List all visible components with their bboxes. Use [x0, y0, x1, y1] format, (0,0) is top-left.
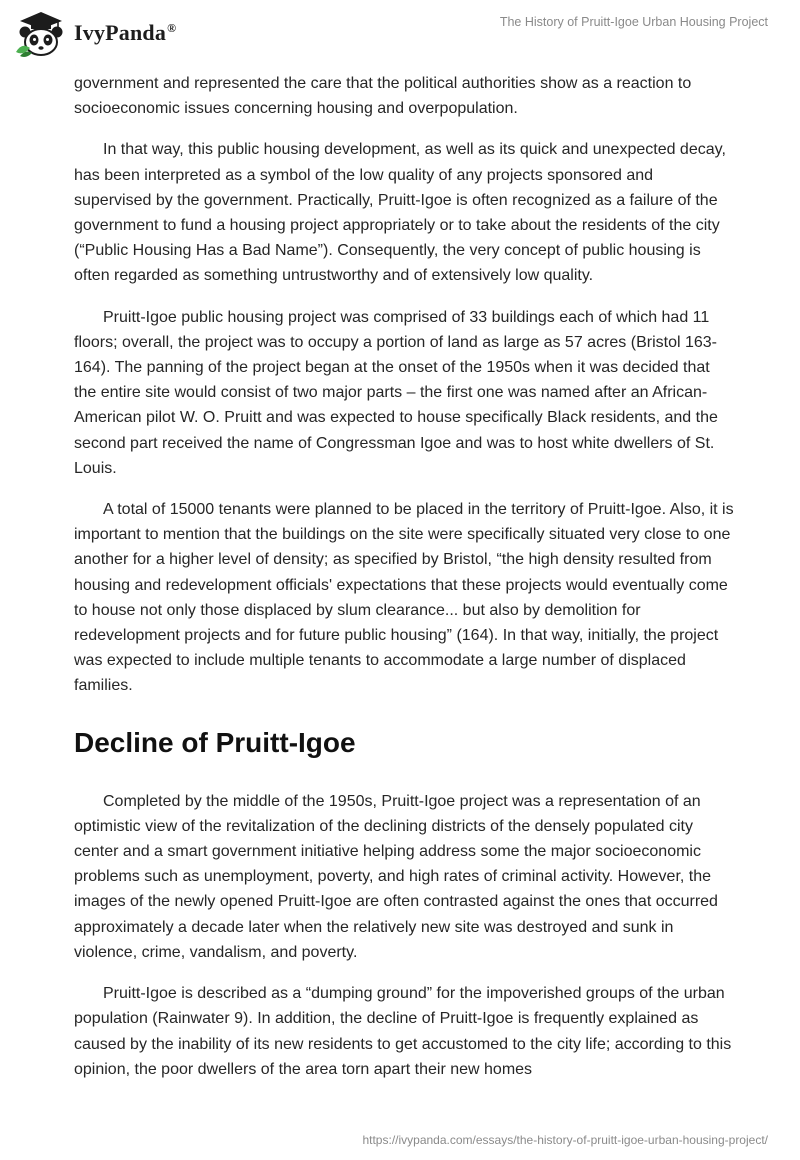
paragraph: Completed by the middle of the 1950s, Pruitt-Igoe project was a representation of an optimistic view of the revitalization of the declining districts of the densely populated city center and a smart government initiative helping address some the major socioeconomic problems such as unemployment, poverty, and high rates of criminal activity. However, the images of the newly opened Pruitt-Igoe are often contrasted against the ones that occurred approximately a decade later when the relatively new site was destroyed and sunk in violence, crime, vandalism, and poverty. — [74, 792, 718, 961]
document-title: The History of Pruitt-Igoe Urban Housing Project — [499, 15, 768, 29]
article-body — [74, 71, 734, 1098]
paragraph: In that way, this public housing development, as well as its quick and unexpected decay, has been interpreted as a symbol of the low quality of any projects sponsored and supervised by the government. Practically, Pruitt-Igoe is often recognized as a failure of the government to fund a housing project appropriately or to take about the residents of the city (“Public Housing Has a Bad Name”). Consequently, the very concept of public housing is often regarded as something untrustworthy and of extensively low quality. — [74, 141, 726, 285]
ivypanda-logo[interactable] — [14, 8, 199, 58]
panda-graduate-icon — [14, 8, 68, 58]
paragraph: A total of 15000 tenants were planned to be placed in the territory of Pruitt-Igoe. Also, it is important to mention that the buildings on the site were specifically situated very close to one another for a higher level of density; as specified by Bristol, “the high density resulted from housing and redevelopment officials' expectations that these projects would eventually come to house not only those displaced by slum clearance... but also by demolition for redevelopment projects and for future public housing” (164). In that way, initially, the project was expected to include multiple tenants to accommodate a large number of displaced families. — [74, 501, 734, 695]
page-header — [0, 0, 800, 70]
brand-name: IvyPanda® — [74, 20, 177, 45]
paragraph: Pruitt-Igoe is described as a “dumping ground” for the impoverished groups of the urban population (Rainwater 9). In addition, the decline of Pruitt-Igoe is frequently explained as caused by the inability of its new residents to get accustomed to the city life; according to this opinion, the poor dwellers of the area torn apart their new homes — [74, 985, 732, 1078]
paragraph: Pruitt-Igoe public housing project was comprised of 33 buildings each of which had 11 floors; overall, the project was to occupy a portion of land as large as 57 acres (Bristol 163-164). The panning of the project began at the onset of the 1950s when it was decided that the entire site would consist of two major parts – the first one was named after an African-American pilot W. O. Pruitt and was expected to house specifically Black residents, and the second part received the name of Congressman Igoe and was to host white dwellers of St. Louis. — [74, 308, 718, 477]
section-heading: Decline of Pruitt-Igoe — [74, 726, 356, 758]
source-url[interactable]: https://ivypanda.com/essays/the-history-of-pruitt-igoe-urban-housing-project/ — [362, 1133, 768, 1147]
paragraph: government and represented the care that the political authorities show as a reaction to socioeconomic issues concerning housing and overpopulation. — [74, 75, 692, 118]
registered-mark: ® — [167, 20, 177, 35]
